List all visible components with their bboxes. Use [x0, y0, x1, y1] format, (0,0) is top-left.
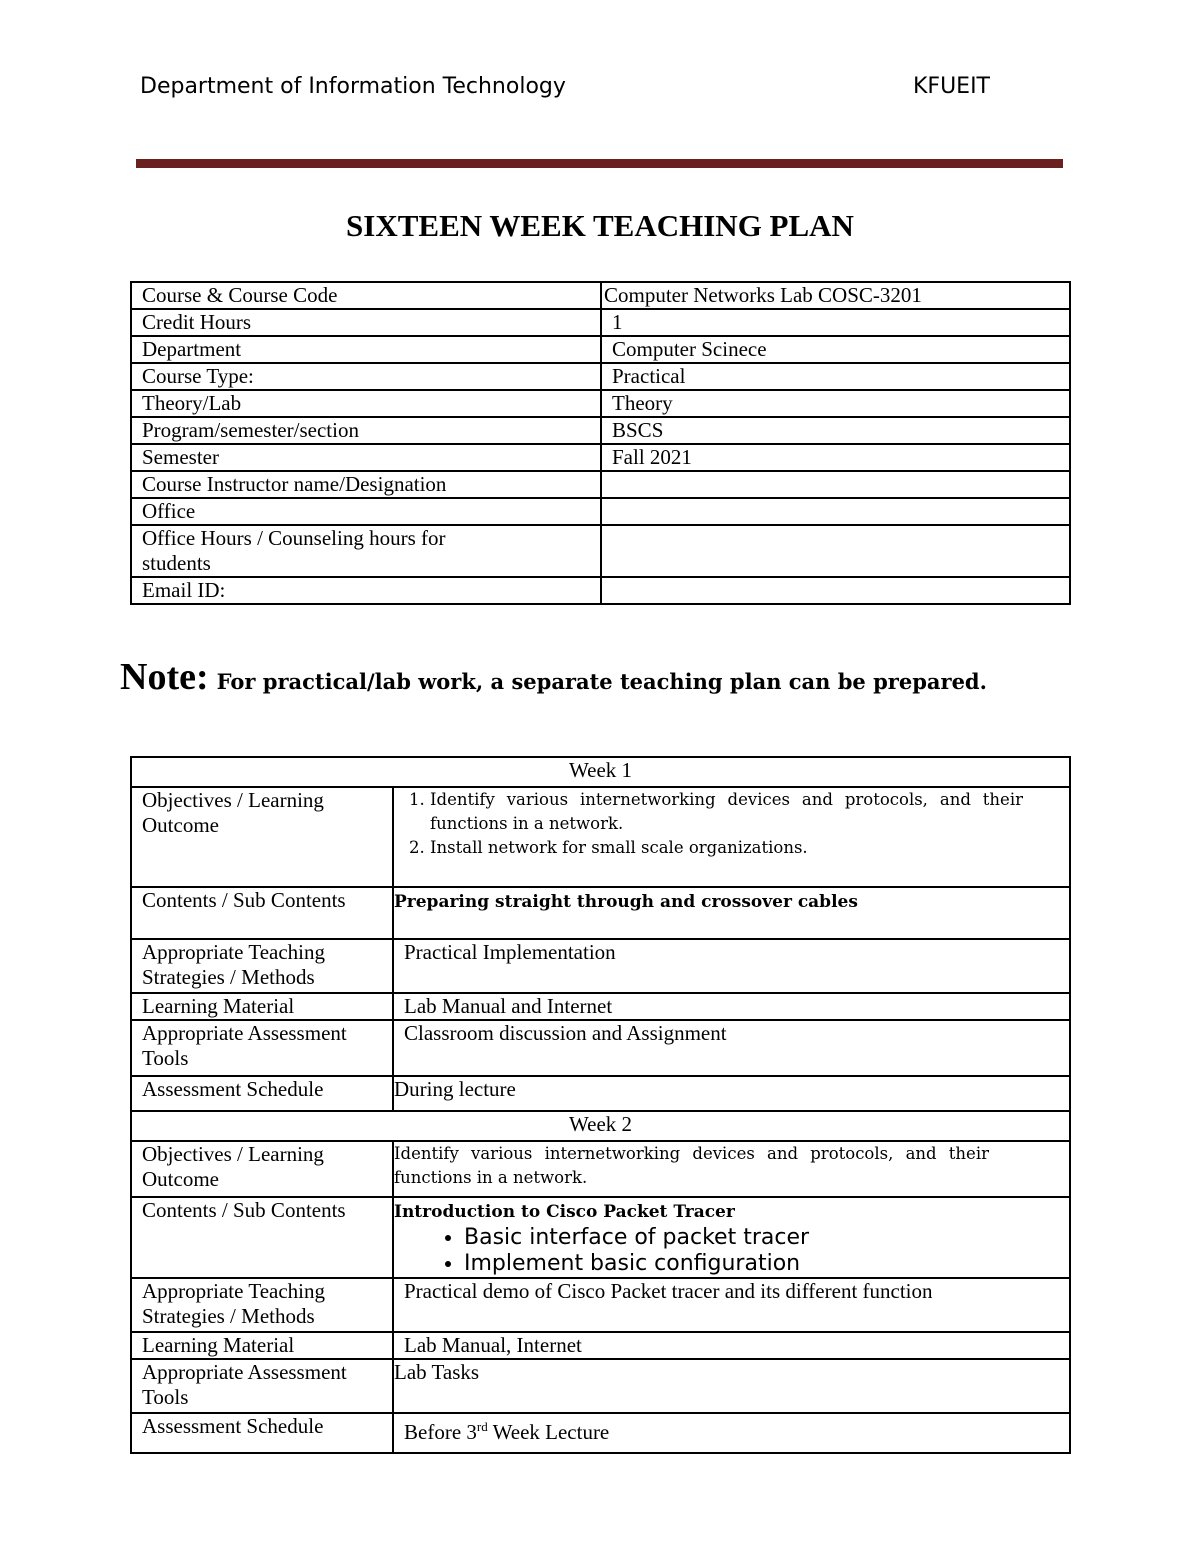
contents-value: Preparing straight through and crossover cables	[393, 887, 1070, 939]
list-item: 1. Identify various internetworking devices and protocols, and their functions in a network.	[430, 788, 1023, 836]
info-value: Computer Scinece	[601, 336, 1070, 363]
page-title: SIXTEEN WEEK TEACHING PLAN	[346, 208, 854, 243]
info-label: Course & Course Code	[131, 282, 601, 309]
contents-label: Contents / Sub Contents	[131, 1197, 393, 1278]
info-label: Program/semester/section	[131, 417, 601, 444]
schedule-value: During lecture	[393, 1076, 1070, 1111]
table-row	[131, 1278, 1070, 1332]
schedule-text: Before 3	[404, 1420, 477, 1444]
table-row	[131, 282, 1070, 309]
info-label: Email ID:	[131, 577, 601, 604]
schedule-label: Assessment Schedule	[131, 1413, 393, 1453]
objectives-value	[393, 787, 1070, 887]
week-title: Week 1	[131, 757, 1070, 787]
assessment-tools-value: Classroom discussion and Assignment	[393, 1020, 1070, 1076]
table-row	[131, 1076, 1070, 1111]
table-row	[131, 887, 1070, 939]
weekly-plan-table	[130, 756, 1071, 1454]
note-text: For practical/lab work, a separate teaching plan can be prepared.	[216, 669, 987, 694]
table-row	[131, 939, 1070, 993]
page-header	[140, 74, 990, 106]
contents-heading: Introduction to Cisco Packet Tracer	[394, 1202, 735, 1222]
table-row	[131, 309, 1070, 336]
contents-list	[394, 1225, 1069, 1277]
header-divider	[136, 159, 1063, 168]
info-label: Credit Hours	[131, 309, 601, 336]
info-value: Practical	[601, 363, 1070, 390]
table-row	[131, 1020, 1070, 1076]
info-value: BSCS	[601, 417, 1070, 444]
institution-name: KFUEIT	[912, 74, 990, 99]
table-row	[131, 525, 1070, 577]
note	[120, 655, 987, 699]
table-row	[131, 577, 1070, 604]
table-row	[131, 444, 1070, 471]
schedule-ordinal: rd	[476, 1419, 488, 1434]
objectives-label: Objectives / Learning Outcome	[131, 1141, 393, 1197]
material-label: Learning Material	[131, 993, 393, 1020]
list-item: • Implement basic configuration	[464, 1251, 1069, 1277]
info-label: Semester	[131, 444, 601, 471]
assessment-tools-label: Appropriate Assessment Tools	[131, 1359, 393, 1413]
table-row	[131, 1413, 1070, 1453]
table-row	[131, 993, 1070, 1020]
table-row	[131, 498, 1070, 525]
table-row	[131, 336, 1070, 363]
note-label: Note:	[120, 656, 209, 698]
table-row	[131, 757, 1070, 787]
material-label: Learning Material	[131, 1332, 393, 1359]
list-item: • Basic interface of packet tracer	[464, 1225, 1069, 1251]
schedule-value	[393, 1413, 1070, 1453]
info-value	[601, 498, 1070, 525]
info-label: Office	[131, 498, 601, 525]
schedule-label: Assessment Schedule	[131, 1076, 393, 1111]
table-row	[131, 787, 1070, 887]
info-label: Theory/Lab	[131, 390, 601, 417]
info-value	[601, 471, 1070, 498]
info-value: Computer Networks Lab COSC-3201	[601, 282, 1070, 309]
info-value: 1	[601, 309, 1070, 336]
table-row	[131, 390, 1070, 417]
strategies-label: Appropriate Teaching Strategies / Methods	[131, 1278, 393, 1332]
table-row	[131, 363, 1070, 390]
info-value	[601, 525, 1070, 577]
objectives-value: Identify various internetworking devices and protocols, and their functions in a network.	[393, 1141, 1070, 1197]
department-name: Department of Information Technology	[140, 74, 566, 99]
info-value: Fall 2021	[601, 444, 1070, 471]
info-value: Theory	[601, 390, 1070, 417]
strategies-label: Appropriate Teaching Strategies / Methods	[131, 939, 393, 993]
objectives-list	[394, 788, 1023, 860]
course-info-table	[130, 281, 1071, 605]
table-row	[131, 1141, 1070, 1197]
table-row	[131, 1111, 1070, 1141]
list-item: 2. Install network for small scale organizations.	[430, 836, 1023, 860]
table-row	[131, 1197, 1070, 1278]
table-row	[131, 1332, 1070, 1359]
contents-value	[393, 1197, 1070, 1278]
objectives-label: Objectives / Learning Outcome	[131, 787, 393, 887]
assessment-tools-label: Appropriate Assessment Tools	[131, 1020, 393, 1076]
info-label: Office Hours / Counseling hours for students	[131, 525, 601, 577]
info-label: Department	[131, 336, 601, 363]
info-label: Course Instructor name/Designation	[131, 471, 601, 498]
info-value	[601, 577, 1070, 604]
material-value: Lab Manual, Internet	[393, 1332, 1070, 1359]
table-row	[131, 471, 1070, 498]
schedule-text-end: Week Lecture	[487, 1420, 610, 1444]
info-label: Course Type:	[131, 363, 601, 390]
table-row	[131, 417, 1070, 444]
assessment-tools-value: Lab Tasks	[393, 1359, 1070, 1413]
material-value: Lab Manual and Internet	[393, 993, 1070, 1020]
week-title: Week 2	[131, 1111, 1070, 1141]
strategies-value: Practical demo of Cisco Packet tracer and its different function	[393, 1278, 1070, 1332]
table-row	[131, 1359, 1070, 1413]
strategies-value: Practical Implementation	[393, 939, 1070, 993]
contents-label: Contents / Sub Contents	[131, 887, 393, 939]
